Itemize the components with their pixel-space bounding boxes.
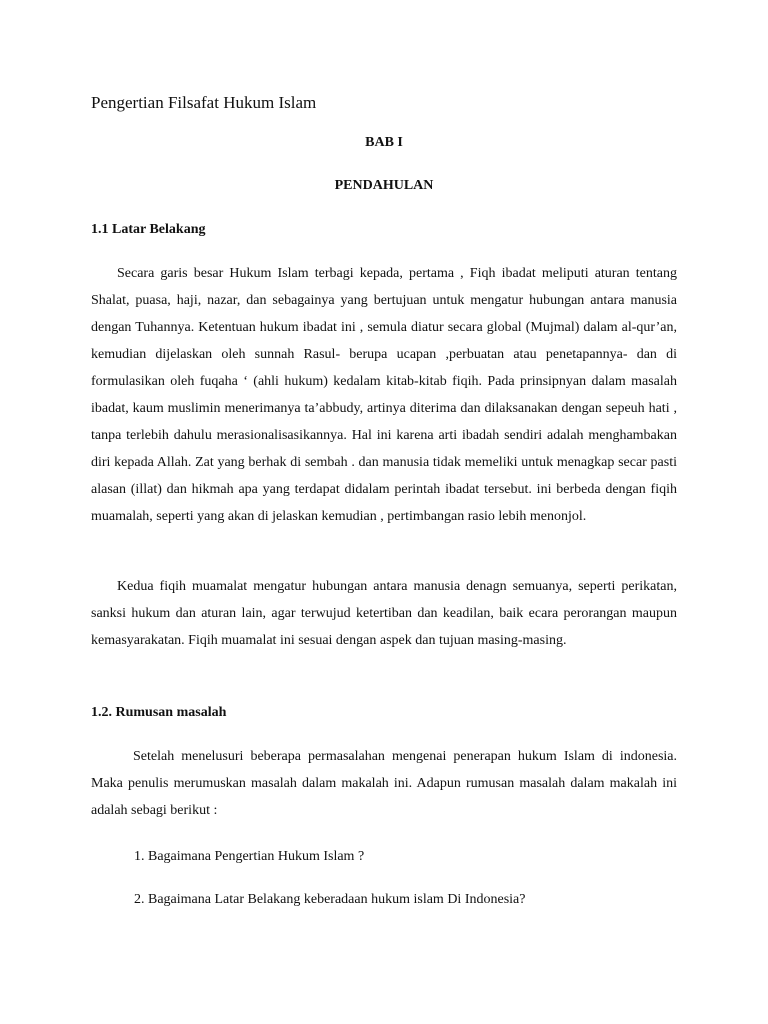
paragraph-text: Secara garis besar Hukum Islam terbagi kepada, pertama , Fiqh ibadat meliputi aturan tentang Shalat, puasa, haji, nazar, dan sebagainya yang bertujuan untuk mengatur hubungan antara manusia dengan Tuhannya. Ketentuan hukum ibadat ini , semula diatur secara global (Mujmal) dalam al-qur’an, kemudian dijelaskan oleh sunnah Rasul- berupa ucapan ,perbuatan atau penetapannya- dan di formulasikan oleh fuqaha ‘ (ahli hukum) kedalam kitab-kitab fiqih. Pada prinsipnyan dalam masalah ibadat, kaum muslimin menerimanya ta’abbudy, artinya diterima dan dilaksanakan dengan sepeuh hati , tanpa terlebih dahulu merasionalisasikannya. Hal ini karena arti ibadah sendiri adalah menghambakan diri kepada Allah. Zat yang berhak di sembah . dan manusia tidak memeliki untuk menagkap secar pasti alasan (illat) dan hikmah apa yang terdapat didalam perintah ibadat tersebut. ini berbeda dengan fiqih muamalah, seperti yang akan di jelaskan kemudian , pertimbangan rasio lebih menonjol. xyxy=(91,266,677,524)
section-heading-latar-belakang: 1.1 Latar Belakang xyxy=(91,222,206,237)
paragraph-text: Kedua fiqih muamalat mengatur hubungan antara manusia denagn semuanya, seperti perikatan, sanksi hukum dan aturan lain, agar terwujud ketertiban dan keadilan, baik ecara perorangan maupun kemasyarakatan. Fiqih muamalat ini sesuai dengan aspek dan tujuan masing-masing. xyxy=(91,579,677,648)
section-heading-rumusan-masalah: 1.2. Rumusan masalah xyxy=(91,705,227,720)
chapter-title xyxy=(0,177,768,195)
list-item: 2. Bagaimana Latar Belakang keberadaan hukum islam Di Indonesia? xyxy=(134,892,526,907)
paragraph-latar-belakang-2 xyxy=(91,573,677,654)
paragraph-text: Setelah menelusuri beberapa permasalahan mengenai penerapan hukum Islam di indonesia. Maka penulis merumuskan masalah dalam makalah ini. Adapun rumusan masalah dalam makalah ini adalah sebagi berikut : xyxy=(91,749,677,818)
paragraph-latar-belakang-1 xyxy=(91,260,677,530)
chapter-label xyxy=(0,134,768,152)
paragraph-rumusan-masalah xyxy=(91,743,677,824)
chapter-title-text: PENDAHULAN xyxy=(334,178,434,193)
chapter-label-text: BAB I xyxy=(365,135,403,150)
document-title: Pengertian Filsafat Hukum Islam xyxy=(91,93,317,112)
list-item: 1. Bagaimana Pengertian Hukum Islam ? xyxy=(134,849,365,864)
